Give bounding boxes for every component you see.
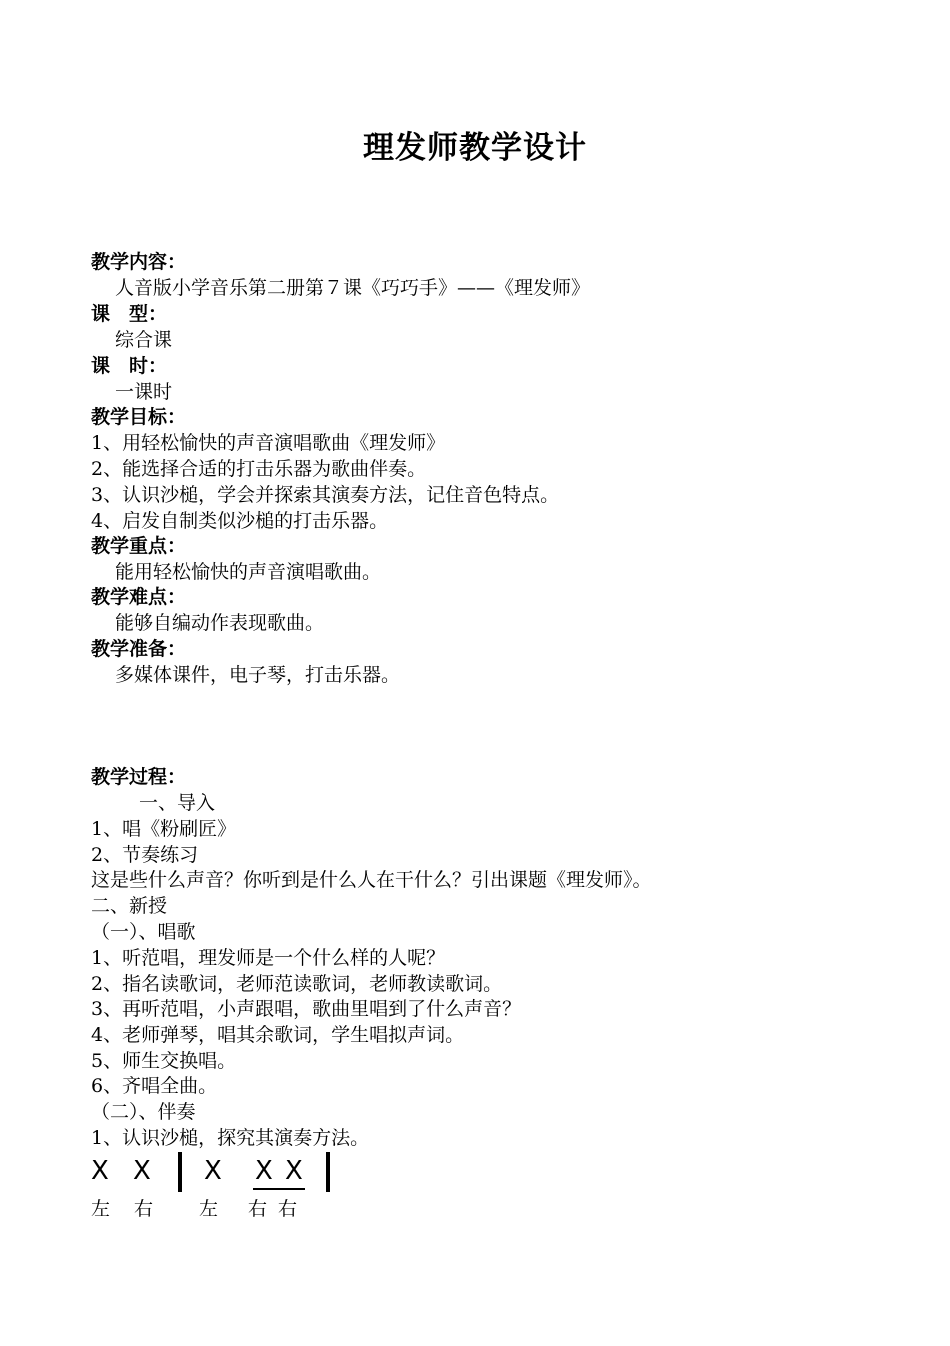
difficulties-heading: 教学难点： [91,586,187,608]
objectives-heading: 教学目标： [91,406,187,428]
rhythm-label: 右 [134,1198,154,1220]
intro-title: 一、导入 [139,792,216,814]
rhythm-note: X [91,1156,109,1186]
singing-item: 2、指名读歌词，老师范读歌词，老师教读歌词。 [91,973,503,995]
objective-item: 1、用轻松愉快的声音演唱歌曲《理发师》 [91,432,446,454]
rhythm-note: X [255,1156,273,1186]
key-points-text: 能用轻松愉快的声音演唱歌曲。 [115,561,382,583]
bar-line [326,1152,330,1192]
objective-item: 3、认识沙槌，学会并探索其演奏方法，记住音色特点。 [91,484,560,506]
rhythm-label: 左 [199,1198,219,1220]
document-title: 理发师教学设计 [363,130,587,166]
new-lesson-title: 二、新授 [91,895,168,917]
rhythm-label: 左 [91,1198,111,1220]
rhythm-label: 右 [278,1198,298,1220]
key-points-heading: 教学重点： [91,535,187,557]
intro-item: 这是些什么声音？你听到是什么人在干什么？引出课题《理发师》。 [91,869,652,891]
singing-item: 1、听范唱，理发师是一个什么样的人呢？ [91,947,446,969]
rhythm-note: X [285,1156,303,1186]
preparation-heading: 教学准备： [91,638,187,660]
preparation-text: 多媒体课件，电子琴，打击乐器。 [115,664,401,686]
singing-item: 5、师生交换唱。 [91,1050,237,1072]
period-heading: 课 时： [91,355,168,377]
process-heading: 教学过程： [91,766,187,788]
type-heading: 课 型： [91,303,168,325]
difficulties-text: 能够自编动作表现歌曲。 [115,612,325,634]
type-text: 综合课 [115,329,173,351]
eighth-note-beam [253,1188,305,1190]
content-heading: 教学内容： [91,251,187,273]
intro-item: 1、唱《粉刷匠》 [91,818,237,840]
accompaniment-item: 1、认识沙槌，探究其演奏方法。 [91,1127,370,1149]
rhythm-notation [91,1150,391,1196]
objective-item: 2、能选择合适的打击乐器为歌曲伴奏。 [91,458,427,480]
singing-item: 6、齐唱全曲。 [91,1075,218,1097]
period-text: 一课时 [115,381,173,403]
objective-item: 4、启发自制类似沙槌的打击乐器。 [91,510,389,532]
rhythm-note: X [133,1156,151,1186]
singing-item: 4、老师弹琴，唱其余歌词，学生唱拟声词。 [91,1024,465,1046]
bar-line [178,1152,182,1192]
singing-item: 3、再听范唱，小声跟唱，歌曲里唱到了什么声音？ [91,998,522,1020]
intro-item: 2、节奏练习 [91,844,199,866]
singing-title: （一）、唱歌 [91,921,196,943]
rhythm-note: X [204,1156,222,1186]
accompaniment-title: （二）、伴奏 [91,1101,196,1123]
content-text: 人音版小学音乐第二册第７课《巧巧手》——《理发师》 [115,277,591,299]
rhythm-label: 右 [248,1198,268,1220]
